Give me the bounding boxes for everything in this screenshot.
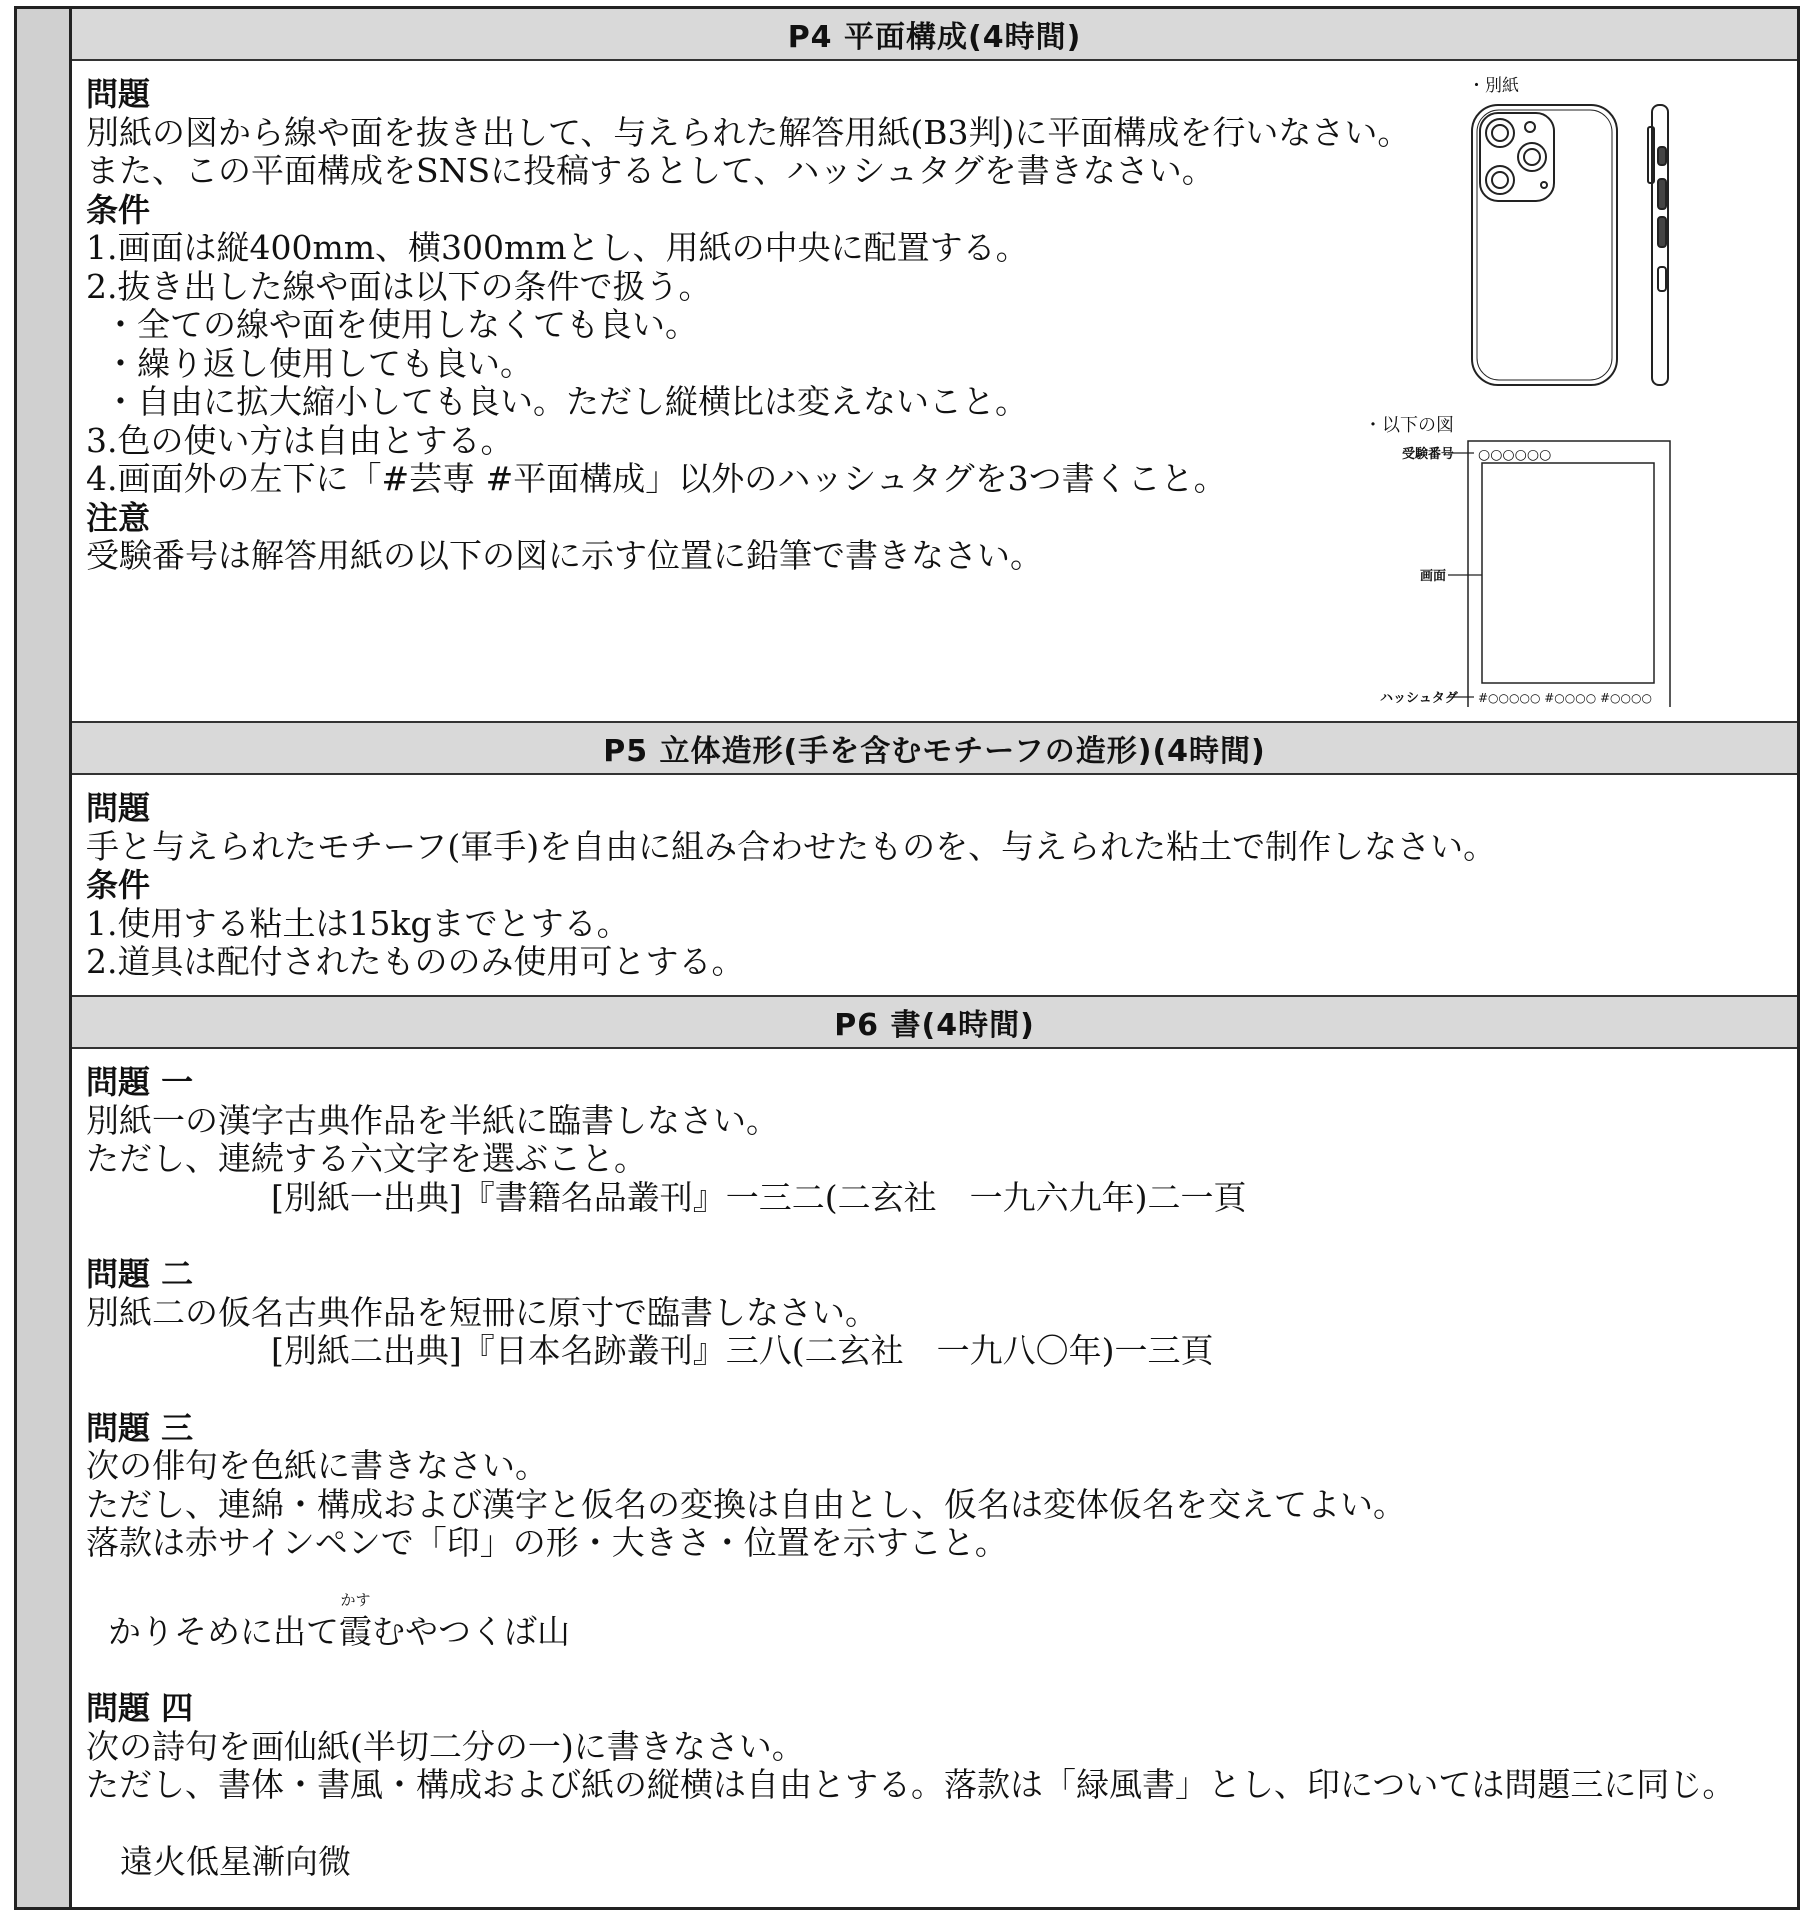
text-line: 受験番号は解答用紙の以下の図に示す位置に鉛筆で書きなさい。 xyxy=(86,536,1043,575)
p6-body xyxy=(72,1049,1797,1881)
exam-number-value: ○○○○○○ xyxy=(1478,447,1552,463)
text-line: 次の俳句を色紙に書きなさい。 xyxy=(86,1446,548,1485)
source-citation: [別紙二出典]『日本名跡叢刊』三八(二玄社 一九八〇年)一三頁 xyxy=(271,1331,1214,1370)
hashtag-value: #○○○○○ #○○○○ #○○○○ xyxy=(1478,691,1652,705)
source-citation: [別紙一出典]『書籍名品叢刊』一三二(二玄社 一九六九年)二一頁 xyxy=(271,1177,1247,1217)
bessi-label: ・別紙 xyxy=(1468,76,1519,96)
text-line: 別紙の図から線や面を抜き出して、与えられた解答用紙(B3判)に平面構成を行いなさい。 xyxy=(86,112,1411,152)
text-line: 別紙二の仮名古典作品を短冊に原寸で臨書しなさい。 xyxy=(86,1292,878,1332)
text-line: また、この平面構成をSNSに投稿するとして、ハッシュタグを書きなさい。 xyxy=(86,151,1215,190)
phone-back-drawing xyxy=(1472,105,1617,385)
text-line: 1.使用する粘土は15kgまでとする。 xyxy=(86,903,630,943)
section-heading: 問題 xyxy=(86,75,151,113)
ika-label: ・以下の図 xyxy=(1364,415,1454,436)
section-heading: 注意 xyxy=(86,498,151,537)
question-4 xyxy=(86,1689,1781,1805)
p6-header: P6 書(4時間) xyxy=(72,997,1797,1049)
text-line: 次の詩句を画仙紙(半切二分の一)に書きなさい。 xyxy=(86,1726,805,1766)
text-line: 4.画面外の左下に「#芸専 #平面構成」以外のハッシュタグを3つ書くこと。 xyxy=(86,459,1227,498)
bullet-item: ・繰り返し使用しても良い。 xyxy=(104,343,533,383)
haiku-part-2: むやつくば山 xyxy=(372,1611,570,1651)
section-heading: 問題 xyxy=(86,789,151,827)
screen-label: 画面 xyxy=(1420,569,1447,584)
haiku-ruby-kanji xyxy=(339,1590,372,1652)
section-heading: 問題 一 xyxy=(86,1063,194,1101)
text-line: ただし、連綿・構成および漢字と仮名の変換は自由とし、仮名は変体仮名を交えてよい。 xyxy=(86,1484,1406,1524)
bullet-item: ・自由に拡大縮小しても良い。ただし縦横比は変えないこと。 xyxy=(104,382,1028,421)
haiku-line xyxy=(86,1590,1781,1652)
section-heading: 条件 xyxy=(86,866,151,904)
text-line: 1.画面は縦400mm、横300mmとし、用紙の中央に配置する。 xyxy=(86,228,1029,267)
section-heading: 条件 xyxy=(86,190,151,229)
text-line: 2.道具は配付されたもののみ使用可とする。 xyxy=(86,942,745,981)
p4-figure xyxy=(1362,67,1782,707)
hashtag-label: ハッシュタグ xyxy=(1380,691,1458,706)
p5-header: P5 立体造形(手を含むモチーフの造形)(4時間) xyxy=(72,723,1797,775)
poem-line: 遠火低星漸向微 xyxy=(120,1841,351,1881)
text-line: 落款は赤サインペンで「印」の形・大きさ・位置を示すこと。 xyxy=(86,1523,1008,1562)
section-heading: 問題 四 xyxy=(86,1689,194,1727)
text-line: 手と与えられたモチーフ(軍手)を自由に組み合わせたものを、与えられた粘土で制作しなさい。 xyxy=(86,826,1497,866)
exam-sheet xyxy=(14,6,1800,1910)
p4-header: P4 平面構成(4時間) xyxy=(72,9,1797,61)
p4-body xyxy=(72,61,1797,723)
phone-side-drawing xyxy=(1648,105,1668,385)
bullet-item: ・全ての線や面を使用しなくても良い。 xyxy=(104,305,698,344)
text-line: 2.抜き出した線や面は以下の条件で扱う。 xyxy=(86,266,712,306)
p5-text xyxy=(86,789,1781,982)
question-2 xyxy=(86,1255,1781,1371)
haiku-part-1: かりそめに出て xyxy=(108,1611,339,1651)
question-1 xyxy=(86,1063,1781,1217)
haiku-kanji: 霞 xyxy=(339,1611,372,1651)
section-heading: 問題 三 xyxy=(86,1408,194,1447)
text-line: 3.色の使い方は自由とする。 xyxy=(86,420,514,460)
p6-text xyxy=(86,1063,1781,1881)
question-3 xyxy=(86,1409,1781,1563)
text-line: ただし、書体・書風・構成および紙の縦横は自由とする。落款は「緑風書」とし、印については問題三に同じ。 xyxy=(86,1765,1736,1804)
p5-body xyxy=(72,775,1797,997)
text-line: 別紙一の漢字古典作品を半紙に臨書しなさい。 xyxy=(86,1100,779,1140)
content-area xyxy=(72,9,1797,1907)
haiku-furigana: かす xyxy=(340,1590,371,1609)
answer-sheet-diagram xyxy=(1448,441,1670,707)
left-margin-column xyxy=(17,9,72,1907)
section-heading: 問題 二 xyxy=(86,1255,194,1293)
exam-number-label: 受験番号 xyxy=(1402,447,1455,462)
text-line: ただし、連続する六文字を選ぶこと。 xyxy=(86,1139,647,1178)
